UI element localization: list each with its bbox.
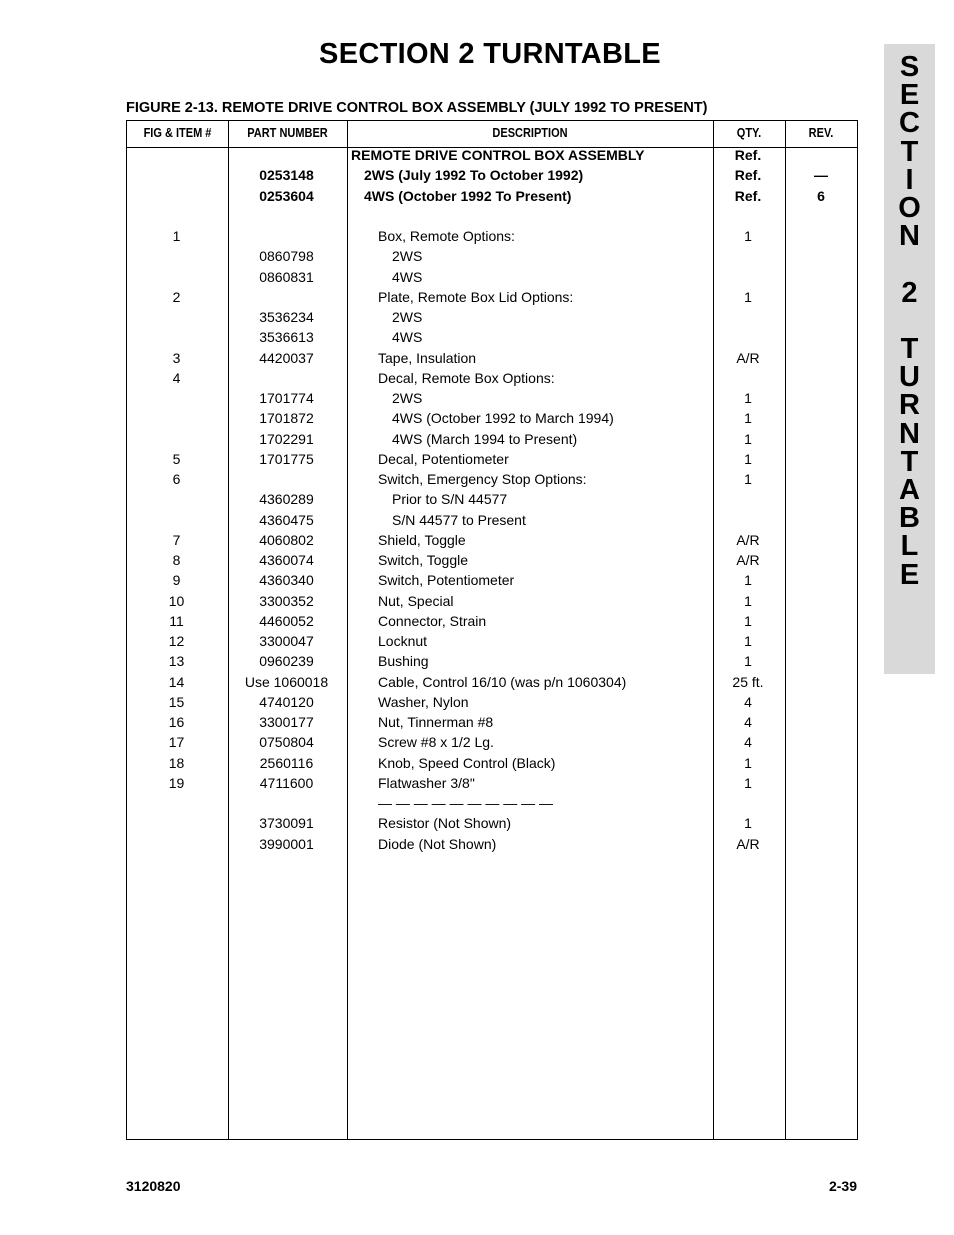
description-cell: 2WS (July 1992 To October 1992) <box>364 167 584 184</box>
table-row <box>0 712 954 732</box>
description-cell: 2WS <box>392 390 423 406</box>
qty-cell: A/R <box>736 531 760 548</box>
table-row <box>0 206 954 226</box>
table-row <box>0 550 954 570</box>
part-number-cell: 2560116 <box>259 754 314 771</box>
fig-item-cell: 14 <box>168 673 185 690</box>
header-description: DESCRIPTION <box>492 126 568 140</box>
description-cell: Switch, Potentiometer <box>378 572 515 589</box>
description-cell: Tape, Insulation <box>378 349 477 366</box>
description-cell: 4WS <box>392 329 423 346</box>
description-cell: Switch, Toggle <box>378 552 469 568</box>
fig-item-cell: 11 <box>169 612 184 629</box>
part-number-cell: 3300047 <box>259 633 314 649</box>
table-row <box>0 165 954 185</box>
description-cell: S/N 44577 to Present <box>392 511 526 528</box>
qty-cell: A/R <box>736 349 760 366</box>
fig-item-cell: 6 <box>172 471 181 487</box>
side-tab-letter: B <box>899 502 920 535</box>
description-cell: Flatwasher 3/8" <box>378 774 475 791</box>
rev-cell: — <box>814 167 828 184</box>
table-row <box>0 672 954 692</box>
part-number-cell: 4740120 <box>259 693 314 710</box>
part-number-cell: 4420037 <box>259 349 314 366</box>
description-cell: Resistor (Not Shown) <box>378 815 512 832</box>
qty-cell: 1 <box>744 410 752 427</box>
part-number-cell: 1701774 <box>259 390 314 406</box>
table-row <box>0 692 954 712</box>
part-number-cell: 3536613 <box>259 329 314 346</box>
qty-cell: 1 <box>744 450 752 467</box>
side-tab-letter: T <box>900 135 919 168</box>
table-row <box>0 469 954 489</box>
header-qty: QTY. <box>736 126 762 140</box>
part-number-cell: 4060802 <box>259 531 314 548</box>
side-tab-letter: A <box>899 474 920 506</box>
description-cell: Bushing <box>378 653 429 670</box>
side-tab-letter: N <box>899 220 920 253</box>
table-row <box>0 631 954 651</box>
figure-title: FIGURE 2-13. REMOTE DRIVE CONTROL BOX ASSEMBLY (JULY 1992 TO PRESENT) <box>126 100 708 116</box>
side-tab-letter: T <box>900 333 919 365</box>
table-row <box>0 834 954 854</box>
description-cell: Nut, Special <box>378 592 454 609</box>
part-number-cell: 3990001 <box>259 835 314 852</box>
part-number-cell: 0253604 <box>259 187 314 204</box>
table-row <box>0 246 954 266</box>
part-number-cell: 3536234 <box>259 309 314 325</box>
part-number-cell: 4360340 <box>259 572 314 589</box>
part-number-cell: 3730091 <box>259 815 314 832</box>
qty-cell: 1 <box>744 815 752 832</box>
description-cell: 2WS <box>392 248 423 265</box>
qty-cell: 4 <box>744 693 752 710</box>
description-cell: 4WS <box>392 268 423 285</box>
qty-cell: 4 <box>744 734 752 751</box>
description-cell: Decal, Remote Box Options: <box>378 369 555 386</box>
table-row <box>0 226 954 246</box>
side-tab-letter: U <box>899 361 920 394</box>
table-row <box>0 388 954 408</box>
table-row <box>0 570 954 590</box>
qty-cell: 1 <box>744 653 752 670</box>
fig-item-cell: 3 <box>172 349 181 366</box>
table-row <box>0 327 954 347</box>
fig-item-cell: 7 <box>172 531 181 548</box>
page-number: 2-39 <box>828 1178 857 1194</box>
description-cell: Box, Remote Options: <box>378 228 515 244</box>
header-part-number: PART NUMBER <box>247 126 328 140</box>
fig-item-cell: 8 <box>172 552 181 568</box>
description-cell: Prior to S/N 44577 <box>392 491 508 508</box>
side-tab-letter: E <box>899 558 920 591</box>
fig-item-cell: 19 <box>168 774 185 791</box>
qty-cell: Ref. <box>734 147 762 163</box>
fig-item-cell: 5 <box>172 450 181 467</box>
fig-item-cell: 18 <box>168 754 185 771</box>
description-cell: Knob, Speed Control (Black) <box>378 754 556 771</box>
description-cell: 2WS <box>392 309 423 325</box>
table-row <box>0 348 954 368</box>
description-cell: Decal, Potentiometer <box>378 450 509 467</box>
qty-cell: 4 <box>744 714 752 730</box>
table-row <box>0 287 954 307</box>
description-cell: Cable, Control 16/10 (was p/n 1060304) <box>378 673 627 690</box>
fig-item-cell: 15 <box>168 693 185 710</box>
description-cell: Plate, Remote Box Lid Options: <box>378 288 574 305</box>
qty-cell: 1 <box>744 471 752 487</box>
fig-item-cell: 13 <box>168 653 185 670</box>
table-row <box>0 510 954 530</box>
side-tab-letter: R <box>899 389 920 422</box>
table-row <box>0 611 954 631</box>
table-row <box>0 773 954 793</box>
side-tab-letter: 2 <box>901 276 918 309</box>
side-tab-letter: S <box>899 51 920 83</box>
part-number-cell: 4360289 <box>259 491 314 508</box>
description-cell: REMOTE DRIVE CONTROL BOX ASSEMBLY <box>351 147 645 163</box>
part-number-cell: 0860798 <box>259 248 314 265</box>
qty-cell: 25 ft. <box>732 673 764 690</box>
part-number-cell: 1702291 <box>259 430 314 447</box>
qty-cell: 1 <box>744 774 752 791</box>
qty-cell: 1 <box>744 228 752 244</box>
table-row <box>0 753 954 773</box>
qty-cell: A/R <box>736 552 760 568</box>
description-cell: 4WS (October 1992 to March 1994) <box>392 410 614 427</box>
rev-cell: 6 <box>817 187 825 204</box>
part-number-cell: 4360475 <box>259 511 314 528</box>
description-cell: Screw #8 x 1/2 Lg. <box>378 734 494 751</box>
qty-cell: 1 <box>744 754 752 771</box>
header-rev: REV. <box>808 126 834 140</box>
qty-cell: Ref. <box>734 167 762 184</box>
table-row <box>0 530 954 550</box>
description-cell: Nut, Tinnerman #8 <box>378 714 494 730</box>
fig-item-cell: 4 <box>172 369 181 386</box>
fig-item-cell: 2 <box>172 288 181 305</box>
table-row <box>0 307 954 327</box>
table-row <box>0 489 954 509</box>
part-number-cell: Use 1060018 <box>244 673 329 690</box>
part-number-cell: 1701872 <box>259 410 314 427</box>
part-number-cell: 0253148 <box>259 167 314 184</box>
description-cell: Washer, Nylon <box>378 693 469 710</box>
fig-item-cell: 10 <box>168 592 185 609</box>
part-number-cell: 0860831 <box>259 268 314 285</box>
side-tab-letter: O <box>898 192 921 224</box>
table-row <box>0 793 954 813</box>
part-number-cell: 3300177 <box>259 714 314 730</box>
table-row <box>0 368 954 388</box>
qty-cell: 1 <box>744 430 752 447</box>
side-tab-letter: T <box>900 445 919 478</box>
fig-item-cell: 1 <box>172 228 181 244</box>
side-tab-letter: E <box>899 79 920 112</box>
side-tab-letter: L <box>900 530 919 563</box>
header-fig-item: FIG & ITEM # <box>143 126 212 140</box>
table-row <box>0 651 954 671</box>
qty-cell: 1 <box>744 572 752 589</box>
table-row <box>0 408 954 428</box>
description-cell: 4WS (October 1992 To Present) <box>364 187 572 204</box>
qty-cell: 1 <box>744 612 752 629</box>
part-number-cell: 4460052 <box>259 612 314 629</box>
qty-cell: 1 <box>744 592 752 609</box>
table-row <box>0 591 954 611</box>
description-cell: Shield, Toggle <box>378 531 466 548</box>
side-tab-letter: C <box>899 107 920 140</box>
qty-cell: 1 <box>744 390 752 406</box>
document-number: 3120820 <box>126 1178 181 1194</box>
part-number-cell: 4360074 <box>259 552 314 568</box>
description-cell: — — — — — — — — — — <box>378 795 554 811</box>
table-row <box>0 429 954 449</box>
fig-item-cell: 17 <box>168 734 185 751</box>
qty-cell: 1 <box>744 288 752 305</box>
qty-cell: 1 <box>744 633 752 649</box>
part-number-cell: 0960239 <box>259 653 314 670</box>
section-title: SECTION 2 TURNTABLE <box>319 38 661 70</box>
description-cell: Locknut <box>378 633 428 649</box>
description-cell: Diode (Not Shown) <box>378 835 497 852</box>
part-number-cell: 4711600 <box>259 774 314 791</box>
table-row <box>0 267 954 287</box>
description-cell: Connector, Strain <box>378 612 487 629</box>
part-number-cell: 1701775 <box>259 450 314 467</box>
part-number-cell: 0750804 <box>259 734 314 751</box>
qty-cell: Ref. <box>734 187 762 204</box>
qty-cell: A/R <box>736 835 760 852</box>
part-number-cell: 3300352 <box>259 592 314 609</box>
table-row <box>0 732 954 752</box>
side-tab-letter: I <box>905 163 914 196</box>
side-tab-letter: N <box>899 417 920 450</box>
table-row <box>0 186 954 206</box>
fig-item-cell: 9 <box>172 572 181 589</box>
description-cell: Switch, Emergency Stop Options: <box>378 471 587 487</box>
table-row <box>0 813 954 833</box>
table-row <box>0 145 954 165</box>
fig-item-cell: 16 <box>168 714 185 730</box>
description-cell: 4WS (March 1994 to Present) <box>392 430 578 447</box>
table-row <box>0 449 954 469</box>
fig-item-cell: 12 <box>168 633 185 649</box>
